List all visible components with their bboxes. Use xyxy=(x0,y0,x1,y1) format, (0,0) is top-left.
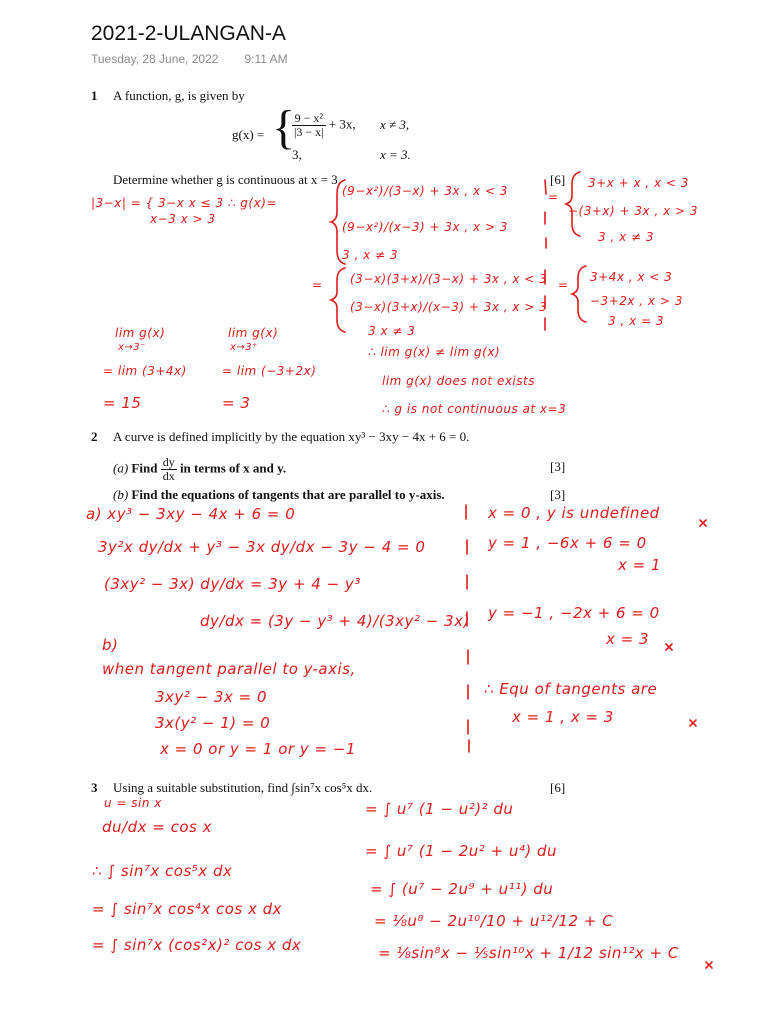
q1-hw-simp2: −3+2x , x > 3 xyxy=(590,294,683,308)
q1-marks: [6] xyxy=(550,172,566,187)
q2-part-b: (b) Find the equations of tangents that are parallel to y-axis. xyxy=(113,487,445,502)
q2-hw-r3: x = 1 xyxy=(618,556,662,574)
q1-hw-lim-right3: = 3 xyxy=(222,394,251,412)
q2-hw-a3: (3xy² − 3x) dy/dx = 3y + 4 − y³ xyxy=(104,575,361,593)
q2-part-b-marks: [3] xyxy=(550,487,566,502)
q1-hw-conclusion1: ∴ lim g(x) ≠ lim g(x) xyxy=(368,345,501,359)
q1-case1: $\frac{\text{9 − x²}}{|3 - x|}$ + 3x, xyxy=(294,111,356,140)
q1-case2-value: 3, xyxy=(292,147,302,162)
page-date: Tuesday, 28 June, 2022 xyxy=(91,52,219,66)
q2-hw-b1: when tangent parallel to y-axis, xyxy=(102,660,356,678)
q1-hw-mid-eq: = xyxy=(312,278,323,292)
q3-hw-l1: ∴ ∫ sin⁷x cos⁵x dx xyxy=(92,862,233,880)
q3-hw-r5: = ⅛sin⁸x − ⅕sin¹⁰x + 1/12 sin¹²x + C xyxy=(378,944,679,962)
q1-hw-lim-left: lim g(x) xyxy=(115,326,166,340)
q2-number: 2 xyxy=(91,429,98,444)
q1-hw-lim-left3: = 15 xyxy=(103,394,142,412)
q3-text: Using a suitable substitution, find ∫sin⁷x cos⁵x dx. xyxy=(113,780,373,795)
q2-hw-b2: 3xy² − 3x = 0 xyxy=(155,688,267,706)
q1-hw-conclusion3: ∴ g is not continuous at x=3 xyxy=(382,402,567,416)
q2-hw-tick-3 xyxy=(690,720,696,726)
q1-case1-fraction: $\frac{\text{9 − x²}}{|3 - x|}$ xyxy=(294,111,324,140)
page-time: 9:11 AM xyxy=(244,52,288,66)
q2-hw-a4: dy/dx = (3y − y³ + 4)/(3xy² − 3x) xyxy=(200,612,470,630)
q3-hw-tick xyxy=(706,962,712,968)
q1-hw-brace-mid xyxy=(331,268,345,332)
q1-hw-lim-left2: = lim (3+4x) xyxy=(103,364,187,378)
q2-hw-r4: y = −1 , −2x + 6 = 0 xyxy=(488,604,660,622)
q1-hw-mid2: (3−x)(3+x)/(x−3) + 3x , x > 3 xyxy=(350,300,548,314)
q2-hw-r6: ∴ Equ of tangents are xyxy=(484,680,658,698)
q1-hw-mid1: (3−x)(3+x)/(3−x) + 3x , x < 3 xyxy=(350,272,548,286)
q3-hw-r1: = ∫ u⁷ (1 − u²)² du xyxy=(365,800,514,818)
q3-hw-l2: = ∫ sin⁷x cos⁴x cos x dx xyxy=(92,900,283,918)
q2-dydx-fraction: $\frac{dy}{dx}$ xyxy=(162,455,175,484)
q1-hw-case2: (9−x²)/(x−3) + 3x , x > 3 xyxy=(342,220,508,234)
q2-hw-r1: x = 0 , y is undefined xyxy=(488,504,660,522)
q2-hw-b-label: b) xyxy=(102,636,119,654)
q3-number: 3 xyxy=(91,780,98,795)
q2-hw-tick-1 xyxy=(700,520,706,526)
q1-hw-divider1 xyxy=(545,180,546,248)
q1-hw-lim-right-sub: x→3⁺ xyxy=(230,342,258,353)
q3-hw-sub: u = sin x xyxy=(104,796,162,810)
q3-hw-r4: = ⅛u⁸ − 2u¹⁰/10 + u¹²/12 + C xyxy=(374,912,614,930)
q2-hw-a1: a) xy³ − 3xy − 4x + 6 = 0 xyxy=(86,505,296,523)
q2-hw-r2: y = 1 , −6x + 6 = 0 xyxy=(488,534,647,552)
q1-hw-lim-right: lim g(x) xyxy=(228,326,279,340)
q2-hw-b4: x = 0 or y = 1 or y = −1 xyxy=(160,740,356,758)
q3-hw-du: du/dx = cos x xyxy=(102,818,212,836)
q1-hw-mid3: 3 x ≠ 3 xyxy=(368,324,416,338)
q1-hw-lim-right2: = lim (−3+2x) xyxy=(222,364,317,378)
q1-hw-brace-left xyxy=(331,180,345,264)
q2-hw-tick-2 xyxy=(666,644,672,650)
q1-hw-case3: 3 , x ≠ 3 xyxy=(342,248,398,262)
q2-part-a-marks: [3] xyxy=(550,459,566,474)
q1-number: 1 xyxy=(91,88,98,103)
q1-hw-simp-eq: = xyxy=(558,278,569,292)
q2-part-a: (a) Find $\frac{dy}{dx}$ in terms of x and y. xyxy=(113,455,287,484)
q1-hw-right3: 3 , x ≠ 3 xyxy=(598,230,654,244)
q1-case1-condition: x ≠ 3, xyxy=(380,117,410,132)
q1-hw-brace-right xyxy=(566,172,580,236)
q1-hw-case1: (9−x²)/(3−x) + 3x , x < 3 xyxy=(342,184,508,198)
q1-hw-conclusion2: lim g(x) does not exists xyxy=(382,374,535,388)
q3-hw-r2: = ∫ u⁷ (1 − 2u² + u⁴) du xyxy=(365,842,558,860)
q2-hw-r5: x = 3 xyxy=(606,630,650,648)
q1-hw-simp3: 3 , x = 3 xyxy=(608,314,664,328)
q3-hw-r3: = ∫ (u⁷ − 2u⁹ + u¹¹) du xyxy=(370,880,554,898)
q1-case2-condition: x = 3. xyxy=(380,147,411,162)
q2-intro: A curve is defined implicitly by the equation xy³ − 3xy − 4x + 6 = 0. xyxy=(113,429,470,444)
q3-marks: [6] xyxy=(550,780,566,795)
q1-hw-abs-case1: |3−x| = { 3−x x ≤ 3 ∴ g(x)= xyxy=(91,196,277,210)
q1-intro: A function, g, is given by xyxy=(113,88,245,103)
q1-hw-brace-simp xyxy=(572,266,586,322)
q1-g-label: g(x) = xyxy=(232,127,265,142)
q1-hw-lim-left-sub: x→3⁻ xyxy=(118,342,146,353)
q1-hw-simp1: 3+4x , x < 3 xyxy=(590,270,673,284)
q1-brace: { xyxy=(272,101,296,154)
q2-hw-divider xyxy=(466,505,469,752)
page-title: 2021-2-ULANGAN-A xyxy=(91,22,286,45)
q1-hw-eq-sign: = xyxy=(548,190,559,204)
q2-hw-a2: 3y²x dy/dx + y³ − 3x dy/dx − 3y − 4 = 0 xyxy=(98,538,426,556)
q3-hw-l3: = ∫ sin⁷x (cos²x)² cos x dx xyxy=(92,936,302,954)
q2-hw-b3: 3x(y² − 1) = 0 xyxy=(155,714,271,732)
q1-question: Determine whether g is continuous at x = 3. xyxy=(113,172,341,187)
q2-hw-r7: x = 1 , x = 3 xyxy=(512,708,614,726)
q1-hw-right1: 3+x + x , x < 3 xyxy=(588,176,689,190)
q1-hw-right2: −(3+x) + 3x , x > 3 xyxy=(568,204,698,218)
q1-hw-abs-case2: x−3 x > 3 xyxy=(150,212,216,226)
